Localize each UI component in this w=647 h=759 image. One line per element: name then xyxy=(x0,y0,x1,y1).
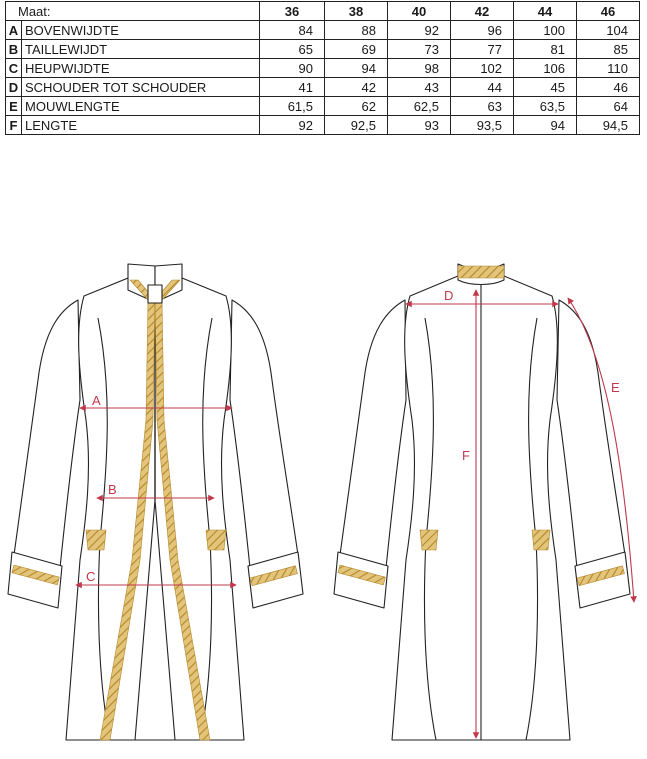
measurement-value: 94,5 xyxy=(577,116,640,135)
measurement-value: 85 xyxy=(577,40,640,59)
measurement-value: 100 xyxy=(514,21,577,40)
measurement-value: 92 xyxy=(388,21,451,40)
back-left-sleeve xyxy=(340,300,406,568)
measurement-value: 102 xyxy=(451,59,514,78)
label-e: E xyxy=(611,380,620,395)
measurement-value: 94 xyxy=(514,116,577,135)
measurement-value: 62 xyxy=(325,97,388,116)
size-header-42: 42 xyxy=(451,2,514,21)
front-left-pocket xyxy=(86,530,106,550)
measurement-value: 77 xyxy=(451,40,514,59)
measurement-value: 62,5 xyxy=(388,97,451,116)
measurement-value: 84 xyxy=(260,21,325,40)
measurement-value: 110 xyxy=(577,59,640,78)
label-f: F xyxy=(462,448,470,463)
front-left-sleeve xyxy=(14,300,80,568)
measurement-value: 42 xyxy=(325,78,388,97)
coat-front-view xyxy=(8,264,303,740)
measurement-name: HEUPWIJDTE xyxy=(22,59,260,78)
measurement-value: 88 xyxy=(325,21,388,40)
label-c: C xyxy=(86,569,96,584)
front-right-sleeve xyxy=(230,300,298,568)
measurement-value: 63,5 xyxy=(514,97,577,116)
measurement-value: 65 xyxy=(260,40,325,59)
measurement-value: 64 xyxy=(577,97,640,116)
measurement-value: 93,5 xyxy=(451,116,514,135)
label-d: D xyxy=(444,288,454,303)
measurement-code: D xyxy=(6,78,22,97)
size-label-tag xyxy=(148,285,162,303)
label-b: B xyxy=(108,482,117,497)
back-left-pocket xyxy=(420,530,438,550)
measurement-name: SCHOUDER TOT SCHOUDER xyxy=(22,78,260,97)
measurement-value: 44 xyxy=(451,78,514,97)
size-header-38: 38 xyxy=(325,2,388,21)
measurement-name: MOUWLENGTE xyxy=(22,97,260,116)
measurement-value: 41 xyxy=(260,78,325,97)
measurement-value: 45 xyxy=(514,78,577,97)
maat-label: Maat: xyxy=(6,2,260,21)
measurement-value: 46 xyxy=(577,78,640,97)
front-right-pocket xyxy=(206,530,226,550)
measurement-value: 69 xyxy=(325,40,388,59)
measurement-value: 92 xyxy=(260,116,325,135)
measurement-name: TAILLEWIJDT xyxy=(22,40,260,59)
measurement-value: 96 xyxy=(451,21,514,40)
label-a: A xyxy=(92,393,101,408)
measurement-code: F xyxy=(6,116,22,135)
measurement-value: 61,5 xyxy=(260,97,325,116)
measurement-value: 73 xyxy=(388,40,451,59)
measurement-value: 90 xyxy=(260,59,325,78)
measurement-value: 93 xyxy=(388,116,451,135)
measurement-code: A xyxy=(6,21,22,40)
measurement-name: BOVENWIJDTE xyxy=(22,21,260,40)
measurement-value: 63 xyxy=(451,97,514,116)
measurement-code: E xyxy=(6,97,22,116)
measurement-value: 106 xyxy=(514,59,577,78)
measurement-value: 94 xyxy=(325,59,388,78)
measurement-value: 43 xyxy=(388,78,451,97)
size-header-46: 46 xyxy=(577,2,640,21)
coat-back-view xyxy=(334,264,630,740)
measurement-name: LENGTE xyxy=(22,116,260,135)
size-header-36: 36 xyxy=(260,2,325,21)
measurement-code: C xyxy=(6,59,22,78)
size-header-40: 40 xyxy=(388,2,451,21)
measurement-value: 104 xyxy=(577,21,640,40)
measurement-code: B xyxy=(6,40,22,59)
measurement-value: 81 xyxy=(514,40,577,59)
back-right-pocket xyxy=(532,530,550,550)
size-header-44: 44 xyxy=(514,2,577,21)
measurement-value: 92,5 xyxy=(325,116,388,135)
measurement-value: 98 xyxy=(388,59,451,78)
